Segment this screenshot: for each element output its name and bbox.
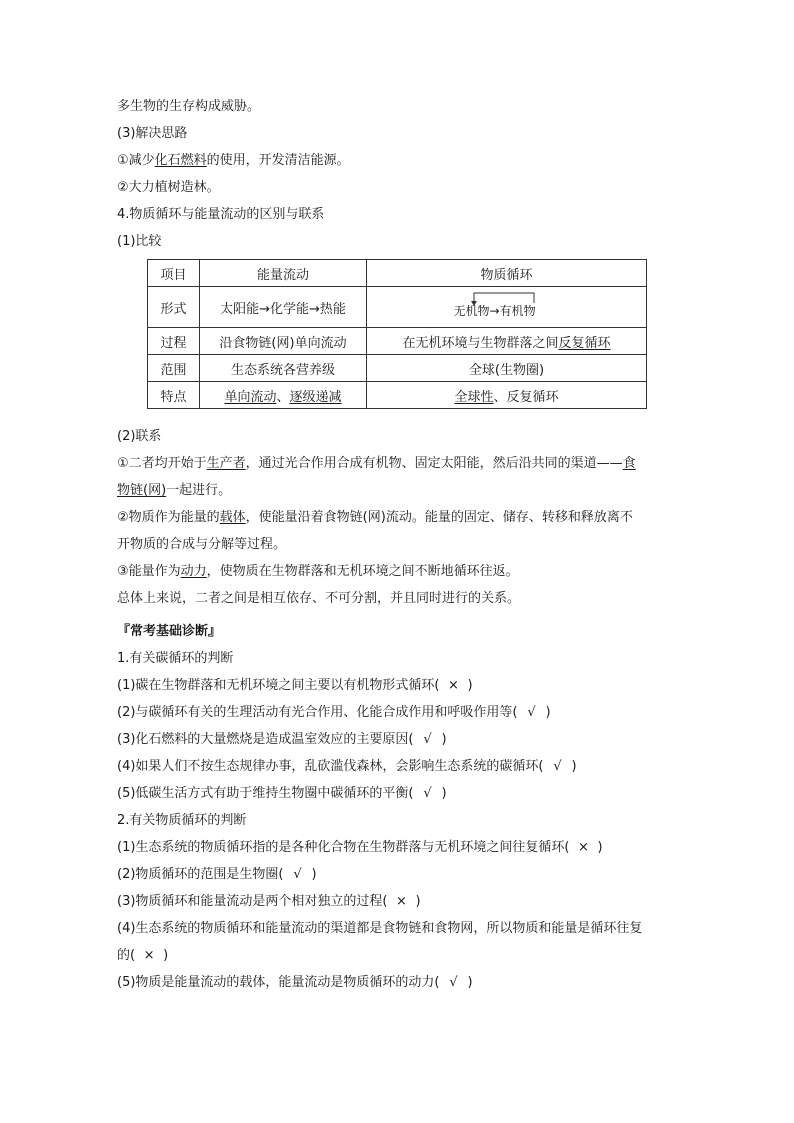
table-cell: 全球性、反复循环 xyxy=(367,382,647,409)
relation-item-3: ③能量作为动力，使物质在生物群落和无机环境之间不断地循环往返。 xyxy=(117,564,519,579)
solution-item-1: ①减少化石燃料的使用，开发清洁能源。 xyxy=(117,153,350,168)
relation-item-1-line-2: 物链(网)一起进行。 xyxy=(117,483,232,498)
judgment-mark: × xyxy=(578,840,589,855)
matter-cycle-diagram: 无机物→有机物 xyxy=(452,289,562,321)
relation-item-2-line-1: ②物质作为能量的载体，使能量沿着食物链(网)流动。能量的固定、储存、转移和释放离不 xyxy=(117,510,633,525)
table-row xyxy=(148,287,647,328)
table-cell: 在无机环境与生物群落之间反复循环 xyxy=(367,328,647,355)
table-cell: 太阳能→化学能→热能 xyxy=(200,287,367,328)
judgment-item: (2)与碳循环有关的生理活动有光合作用、化能合成作用和呼吸作用等( √ ) xyxy=(117,699,679,726)
solution-heading: (3)解决思路 xyxy=(117,126,188,141)
table-row xyxy=(148,328,647,355)
group-1-title: 1.有关碳循环的判断 xyxy=(117,651,234,666)
table-cell: 范围 xyxy=(148,355,200,382)
judgment-item: (5)物质是能量流动的载体，能量流动是物质循环的动力( √ ) xyxy=(117,969,679,996)
group-2-title: 2.有关物质循环的判断 xyxy=(117,813,247,828)
solution-item-2: ②大力植树造林。 xyxy=(117,180,220,195)
table-cell: 形式 xyxy=(148,287,200,328)
compare-heading: (1)比较 xyxy=(117,234,162,249)
table-header-row xyxy=(148,260,647,287)
table-cell: 全球(生物圈) xyxy=(367,355,647,382)
judgment-mark: √ xyxy=(293,867,302,882)
relation-item-2-line-2: 开物质的合成与分解等过程。 xyxy=(117,537,287,552)
relation-summary: 总体上来说，二者之间是相互依存、不可分割，并且同时进行的关系。 xyxy=(117,591,521,606)
judgment-item: (2)物质循环的范围是生物圈( √ ) xyxy=(117,861,679,888)
blank-fossil-fuel: 化石燃料 xyxy=(154,153,207,168)
table-cell xyxy=(367,287,647,328)
judgment-mark: × xyxy=(143,948,155,963)
judgment-mark: × xyxy=(448,678,459,693)
judgment-item: (1)碳在生物群落和无机环境之间主要以有机物形式循环( × ) xyxy=(117,672,679,699)
judgment-item: (5)低碳生活方式有助于维持生物圈中碳循环的平衡( √ ) xyxy=(117,780,679,807)
relation-heading: (2)联系 xyxy=(117,429,162,444)
table-row xyxy=(148,355,647,382)
judgment-item: (1)生态系统的物质循环指的是各种化合物在生物群落与无机环境之间往复循环( × ) xyxy=(117,834,679,861)
judgment-mark: √ xyxy=(423,786,432,801)
judgment-mark: × xyxy=(396,894,407,909)
document-page xyxy=(117,93,679,996)
relation-item-1-line-1: ①二者均开始于生产者，通过光合作用合成有机物、固定太阳能，然后沿共同的渠道——食 xyxy=(117,456,636,471)
judgment-item: (3)化石燃料的大量燃烧是造成温室效应的主要原因( √ ) xyxy=(117,726,679,753)
table-cell: 特点 xyxy=(148,382,200,409)
table-cell: 过程 xyxy=(148,328,200,355)
judgment-mark: √ xyxy=(423,732,432,747)
judgment-mark: √ xyxy=(553,759,562,774)
intro-line-1: 多生物的生存构成威胁。 xyxy=(117,99,261,114)
judgment-item-4-line-2: 的( × ) xyxy=(117,942,679,969)
judgment-item: (3)物质循环和能量流动是两个相对独立的过程( × ) xyxy=(117,888,679,915)
section-4-heading: 4.物质循环与能量流动的区别与联系 xyxy=(117,207,325,222)
diagnosis-heading: 『常考基础诊断』 xyxy=(117,624,222,639)
judgment-item: (4)如果人们不按生态规律办事，乱砍滥伐森林，会影响生态系统的碳循环( √ ) xyxy=(117,753,679,780)
judgment-mark: √ xyxy=(527,705,536,720)
table-cell: 沿食物链(网)单向流动 xyxy=(200,328,367,355)
table-cell: 单向流动、逐级递减 xyxy=(200,382,367,409)
judgment-mark: √ xyxy=(449,975,458,990)
header-cell: 项目 xyxy=(148,260,200,287)
header-cell: 物质循环 xyxy=(367,260,647,287)
header-cell: 能量流动 xyxy=(200,260,367,287)
judgment-item-4-line-1: (4)生态系统的物质循环和能量流动的渠道都是食物链和食物网，所以物质和能量是循环往复 xyxy=(117,921,643,936)
table-cell: 生态系统各营养级 xyxy=(200,355,367,382)
table-row xyxy=(148,382,647,409)
comparison-table xyxy=(147,259,647,409)
